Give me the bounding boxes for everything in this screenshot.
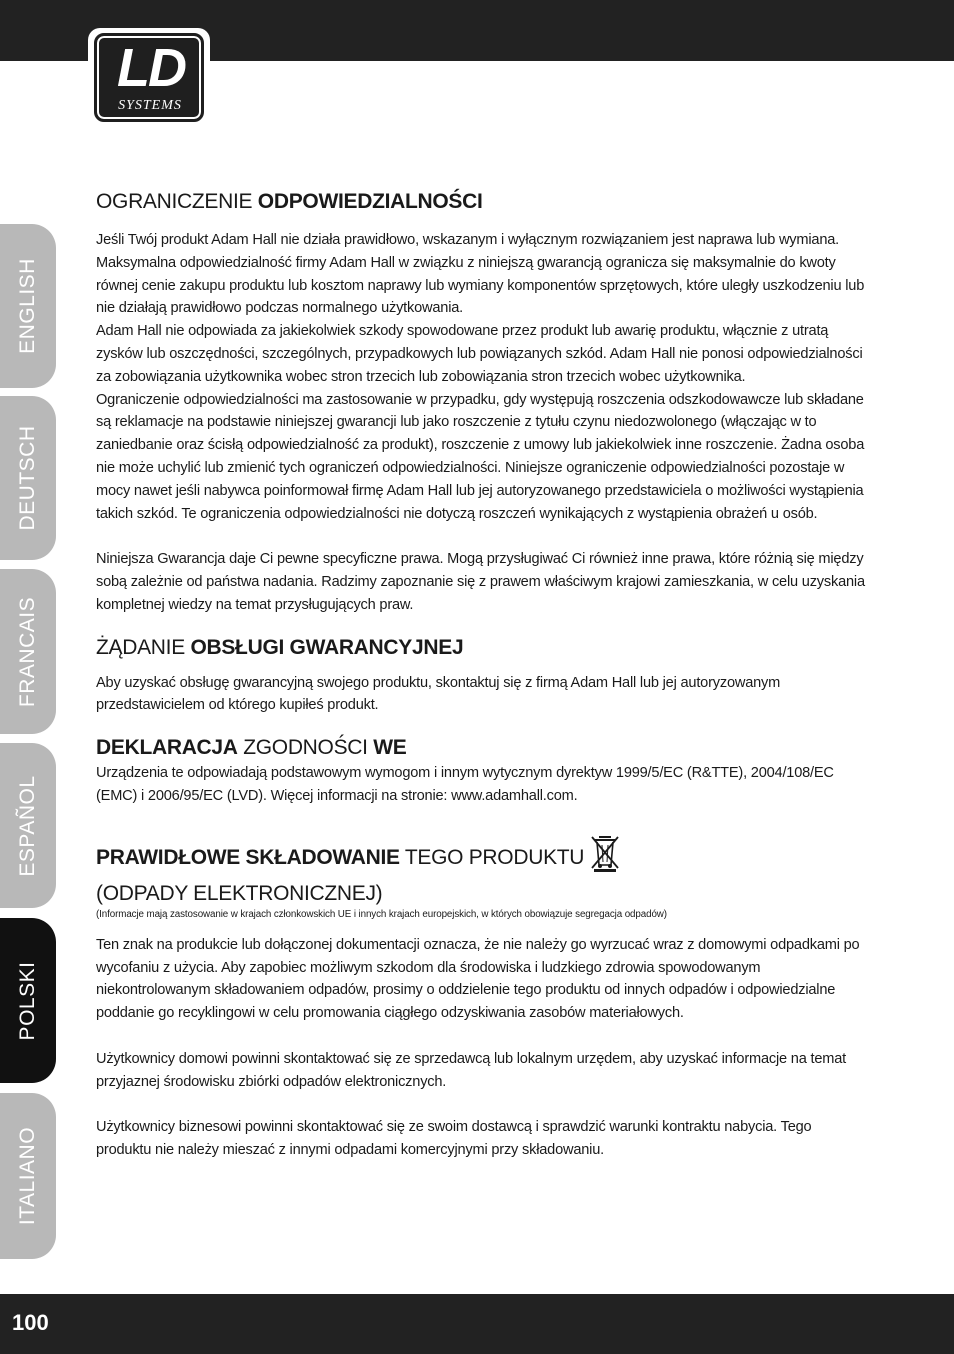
tab-label: ESPAÑOL <box>16 774 39 877</box>
paragraph: Aby uzyskać obsługę gwarancyjną swojego produktu, skontaktuj się z firmą Adam Hall lub jej autoryzowanym przedstawicielem od którego kupiłeś produkt. <box>96 674 781 714</box>
title-part: TEGO PRODUKTU <box>399 845 585 869</box>
tab-label: POLSKI <box>16 961 39 1040</box>
logo-sub: SYSTEMS <box>118 98 182 113</box>
section-title-liability <box>96 188 866 216</box>
title-part: ŻĄDANIE <box>96 635 191 659</box>
tab-espanol[interactable] <box>0 743 56 908</box>
note: (Informacje mają zastosowanie w krajach członkowskich UE i innych krajach europejskich, w których obowiązuje segregacja odpadów) <box>96 908 667 920</box>
logo-badge <box>94 33 204 122</box>
section-title-disposal <box>96 834 866 908</box>
title-part-bold: PRAWIDŁOWE SKŁADOWANIE <box>96 845 400 869</box>
tab-italiano[interactable] <box>0 1093 56 1259</box>
title-line2: (ODPADY ELEKTRONICZNEJ) <box>96 881 383 905</box>
tab-francais[interactable] <box>0 569 56 734</box>
page-content <box>96 188 866 1162</box>
section-title-conformity <box>96 734 866 762</box>
title-part: ZGODNOŚCI <box>237 736 374 760</box>
paragraph: Ten znak na produkcie lub dołączonej dokumentacji oznacza, że nie należy go wyrzucać wraz z domowymi odpadkami po wycofaniu z użycia. Aby zapobiec możliwym szkodom dla środowiska i ludzkiego zdrowia spowodowanym niekontrolowanym składowaniem odpadów, prosimy o oddzielenie tego produktu od innych odpadów i odpowiedzialne poddanie go recyklingowi w celu promowania ciągłego odzyskiwania zasobów materiałowych. <box>96 936 860 1022</box>
ld-systems-logo <box>88 28 210 126</box>
page-number: 100 <box>12 1310 49 1335</box>
title-part-bold: ODPOWIEDZIALNOŚCI <box>257 190 483 213</box>
bottom-bar <box>0 1294 954 1354</box>
title-part-bold: DEKLARACJA <box>96 736 238 760</box>
tab-label: ENGLISH <box>16 258 39 354</box>
paragraph: Użytkownicy biznesowi powinni skontaktować się ze swoim dostawcą i sprawdzić warunki kontraktu nabycia. Tego produktu nie należy mieszać z innymi odpadami komercyjnymi przy składowaniu. <box>96 1119 812 1158</box>
tab-deutsch[interactable] <box>0 396 56 560</box>
logo-brand: LD <box>117 38 185 98</box>
paragraph: Adam Hall nie odpowiada za jakiekolwiek szkody spowodowane przez produkt lub awarię produktu, włącznie z utratą zysków lub oszczędności, szczególnych, przypadkowych lub powiązanych szkód. Adam Hall nie ponosi odpowiedzialności za zobowiązania użytkownika wobec stron trzecich lub zobowiązania stron trzecich wobec użytkownika. <box>96 323 863 385</box>
paragraph: Urządzenia te odpowiadają podstawowym wymogom i innym wytycznym dyrektyw 1999/5/EC (R&TTE), 2004/108/EC (EMC) i 2006/95/EC (LVD). Więcej informacji na stronie: www.adamhall.com. <box>96 765 834 804</box>
paragraph: Ograniczenie odpowiedzialności ma zastosowanie w przypadku, gdy występują roszczenia odszkodowawcze lub składane są reklamacje na podstawie niniejszej gwarancji lub jako roszczenie z tytułu czynu niedozwolonego (włączając w to zaniedbanie oraz ścisłą odpowiedzialność za produkt), roszczenie z umowy lub jakiekolwiek inne roszczenie. Żadna osoba nie może uchylić lub zmienić tych ograniczeń odpowiedzialności. Niniejsze ograniczenie odpowiedzialności pozostaje w mocy nawet jeśli nabywca poinformował firmę Adam Hall lub jej autoryzowanego przedstawiciela o możliwości wystąpienia takich szkód. Te ograniczenia odpowiedzialności nie dotyczą roszczeń wynikających z wystąpienia obrażeń u osób. <box>96 391 865 522</box>
section-title-warranty <box>96 634 866 662</box>
crossed-out-bin-icon <box>590 834 620 880</box>
paragraph: Jeśli Twój produkt Adam Hall nie działa prawidłowo, wskazanym i wyłącznym rozwiązaniem jest naprawa lub wymiana. Maksymalna odpowiedzialność firmy Adam Hall w związku z niniejszą gwarancją ogranicza się maksymalnie do kwoty równej cenie zakupu produktu lub kosztom naprawy lub wymiany komponentów sprzętowych, które uległy uszkodzeniu lub nie działają prawidłowo podczas normalnego użytkowania. <box>96 232 865 317</box>
title-part: OGRANICZENIE <box>96 190 258 213</box>
title-part-bold: WE <box>373 736 407 760</box>
paragraph: Użytkownicy domowi powinni skontaktować się ze sprzedawcą lub lokalnym urzędem, aby uzyskać informacje na temat przyjaznej środowisku zbiórki odpadów elektronicznych. <box>96 1050 846 1090</box>
tab-polski[interactable] <box>0 918 56 1083</box>
paragraph: Niniejsza Gwarancja daje Ci pewne specyficzne prawa. Mogą przysługiwać Ci również inne prawa, które różnią się między sobą zależnie od państwa nadania. Radzimy zapoznanie się z prawem właściwym krajowi zamieszkania, w celu uzyskania kompletnej wiedzy na temat przysługujących praw. <box>96 551 865 613</box>
tab-label: DEUTSCH <box>16 425 39 531</box>
tab-label: ITALIANO <box>16 1126 39 1226</box>
tab-english[interactable] <box>0 224 56 388</box>
tab-label: FRANCAIS <box>16 596 39 707</box>
title-part-bold: OBSŁUGI GWARANCYJNEJ <box>190 635 464 659</box>
